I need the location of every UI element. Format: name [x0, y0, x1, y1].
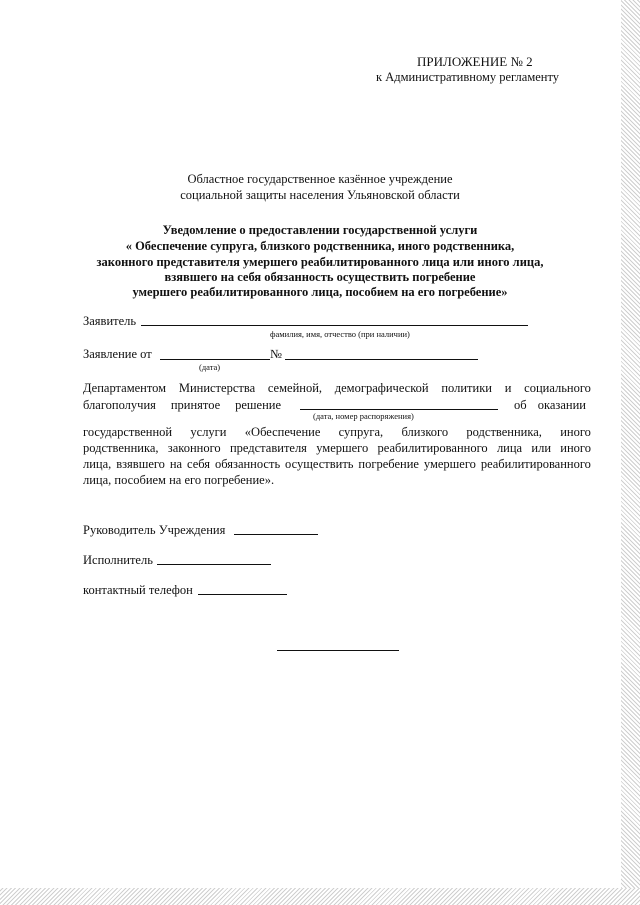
notice-title-line-4: взявшего на себя обязанность осуществить погребение: [164, 270, 476, 284]
body-line-5: [83, 456, 591, 472]
body-word: погребение: [358, 457, 419, 471]
body-word: благополучия: [83, 398, 156, 412]
body-line-1: [83, 380, 591, 396]
head-signature-field[interactable]: [234, 534, 318, 535]
notice-title-line-3: законного представителя умершего реабилитированного лица или иного лица,: [96, 255, 544, 269]
body-word: услуги: [190, 425, 227, 439]
body-word: на: [169, 457, 183, 471]
body-line-6: лица, пособием на его погребение».: [83, 473, 275, 487]
body-word: родственника,: [466, 425, 542, 439]
closing-rule: [277, 650, 399, 651]
body-word: Департаментом: [83, 381, 167, 395]
application-date-field[interactable]: [160, 359, 270, 360]
org-name-line-1: Областное государственное казённое учреждение: [187, 172, 453, 186]
body-word: иного: [560, 441, 591, 455]
body-word: и: [504, 381, 512, 395]
body-line-4: [83, 440, 591, 456]
application-label: Заявление от: [83, 347, 152, 361]
body-word: об оказании: [514, 398, 586, 412]
body-word: близкого: [401, 425, 449, 439]
body-word: законного: [167, 441, 221, 455]
head-of-institution-label: Руководитель Учреждения: [83, 523, 226, 537]
applicant-name-field[interactable]: [141, 325, 528, 326]
application-date-hint: (дата): [199, 362, 221, 372]
body-line-2-end: [514, 397, 591, 413]
application-number-sign: №: [270, 347, 282, 361]
body-word: лица,: [83, 457, 112, 471]
body-word: лица: [496, 441, 523, 455]
body-word: решение: [235, 398, 281, 412]
scan-edge-right: [621, 0, 640, 905]
decision-hint: (дата, номер распоряжения): [313, 411, 414, 421]
notice-title-line-2: « Обеспечение супруга, близкого родственника, иного родственника,: [125, 239, 515, 253]
body-word: государственной: [83, 425, 173, 439]
body-word: обязанность: [214, 457, 281, 471]
body-word: «Обеспечение: [244, 425, 321, 439]
body-word: социального: [524, 381, 591, 395]
body-word: родственника,: [83, 441, 159, 455]
body-word: семейной,: [267, 381, 323, 395]
contact-phone-label: контактный телефон: [83, 583, 193, 597]
body-word: реабилитированного: [480, 457, 591, 471]
body-word: политики: [441, 381, 492, 395]
body-word: иного: [560, 425, 591, 439]
executor-label: Исполнитель: [83, 553, 153, 567]
body-word: взявшего: [116, 457, 165, 471]
body-word: Министерства: [178, 381, 256, 395]
org-name-line-2: социальной защиты населения Ульяновской области: [180, 188, 460, 202]
body-word: умершего: [423, 457, 476, 471]
applicant-label: Заявитель: [83, 314, 137, 328]
appendix-subtitle: к Административному регламенту: [376, 70, 560, 84]
body-word: себя: [187, 457, 211, 471]
body-word: осуществить: [285, 457, 354, 471]
body-word: реабилитированного: [377, 441, 488, 455]
decision-field[interactable]: [300, 409, 498, 410]
body-line-2-start: [83, 397, 281, 413]
appendix-title: ПРИЛОЖЕНИЕ № 2: [417, 54, 533, 69]
scan-edge-bottom: [0, 888, 640, 905]
notice-title-line-1: Уведомление о предоставлении государственной услуги: [162, 223, 478, 237]
body-word: или: [531, 441, 552, 455]
body-line-3: [83, 424, 591, 440]
body-word: умершего: [316, 441, 369, 455]
executor-field[interactable]: [157, 564, 271, 565]
body-word: демографической: [334, 381, 429, 395]
body-word: принятое: [170, 398, 221, 412]
body-word: супруга,: [338, 425, 384, 439]
applicant-hint: фамилия, имя, отчество (при наличии): [270, 329, 410, 339]
body-word: представителя: [229, 441, 307, 455]
application-number-field[interactable]: [285, 359, 478, 360]
contact-phone-field[interactable]: [198, 594, 287, 595]
notice-title-line-5: умершего реабилитированного лица, пособием на его погребение»: [132, 285, 508, 299]
